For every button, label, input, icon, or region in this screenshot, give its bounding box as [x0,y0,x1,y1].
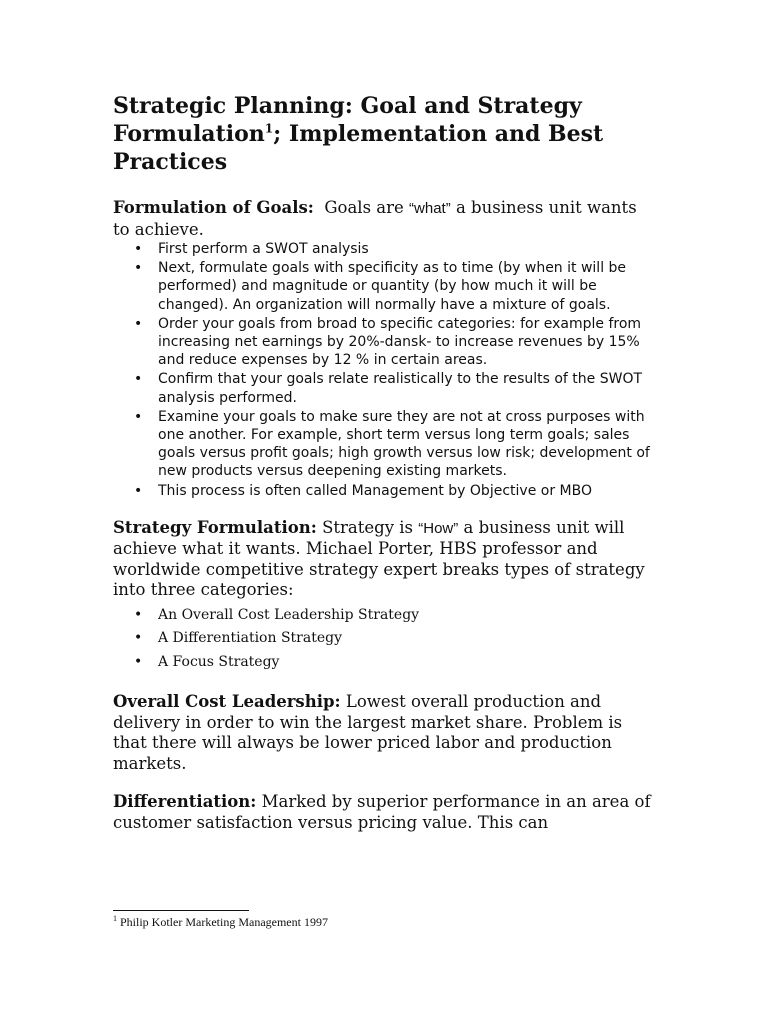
goals-bullet-item: • Confirm that your goals relate realistically to the results of the SWOT analysis performed. [158,370,658,406]
document-title [113,92,658,176]
differentiation-paragraph [113,792,658,833]
strategy-intro-text-2: a business unit will achieve what it wants. Michael Porter, HBS professor and worldwide competitive strategy expert breaks types of strategy into three categories: [113,517,645,600]
strategy-bullet-list [113,604,658,675]
strategy-section [113,518,658,675]
strategy-intro-text-1: Strategy is [316,517,419,537]
goals-bullet-item: • This process is often called Management by Objective or MBO [158,482,658,500]
goals-section [113,198,658,500]
goals-bullet-item: • First perform a SWOT analysis [158,240,658,258]
goals-bullet-item: • Examine your goals to make sure they are not at cross purposes with one another. For example, short term versus long term goals; sales goals versus profit goals; high growth versus low risk; development of new products versus deepening existing markets. [158,408,658,481]
goals-bullet-list [113,240,658,500]
cost-leadership-paragraph [113,692,658,774]
footnote-separator [113,910,249,911]
goals-intro-quote: “what” [409,200,451,217]
goals-bullet-item: • Next, formulate goals with specificity as to time (by when it will be performed) and magnitude or quantity (by how much it will be changed). An organization will normally have a mixture of goals. [158,259,658,314]
goals-intro-text-1: Goals are [324,198,410,217]
title-footnote-marker: 1 [264,121,274,136]
goals-intro [113,198,658,240]
cost-leadership-text: Lowest overall production and delivery in order to win the largest market share. Problem is that there will always be lower priced labor and production markets. [113,692,623,773]
goals-heading: Formulation of Goals: [113,198,314,217]
goals-bullet-item: • Order your goals from broad to specific categories: for example from increasing net earnings by 20%-dansk- to increase revenues by 15% and reduce expenses by 12 % in certain areas. [158,315,658,370]
strategy-intro [113,518,658,601]
strategy-intro-quote: “How” [418,519,459,537]
footnote-text: Philip Kotler Marketing Management 1997 [117,915,328,929]
strategy-heading: Strategy Formulation: [113,517,317,537]
goals-intro-text-2: a business unit wants to achieve. [113,198,637,239]
cost-leadership-heading: Overall Cost Leadership: [113,692,341,712]
differentiation-section [113,792,658,833]
strategy-bullet-item: • An Overall Cost Leadership Strategy [158,604,658,628]
cost-leadership-section [113,692,658,774]
title-part-2: ; Implementation and Best Practices [113,121,604,175]
strategy-bullet-item: • A Differentiation Strategy [158,627,658,651]
document-page [113,92,658,833]
title-part-1: Strategic Planning: Goal and Strategy Formulation [113,93,582,147]
strategy-bullet-item: • A Focus Strategy [158,651,658,675]
footnote-number: 1 [113,914,117,923]
differentiation-heading: Differentiation: [113,792,257,812]
footnote [113,915,328,930]
differentiation-text: Marked by superior performance in an area of customer satisfaction versus pricing value. This can [113,792,651,832]
